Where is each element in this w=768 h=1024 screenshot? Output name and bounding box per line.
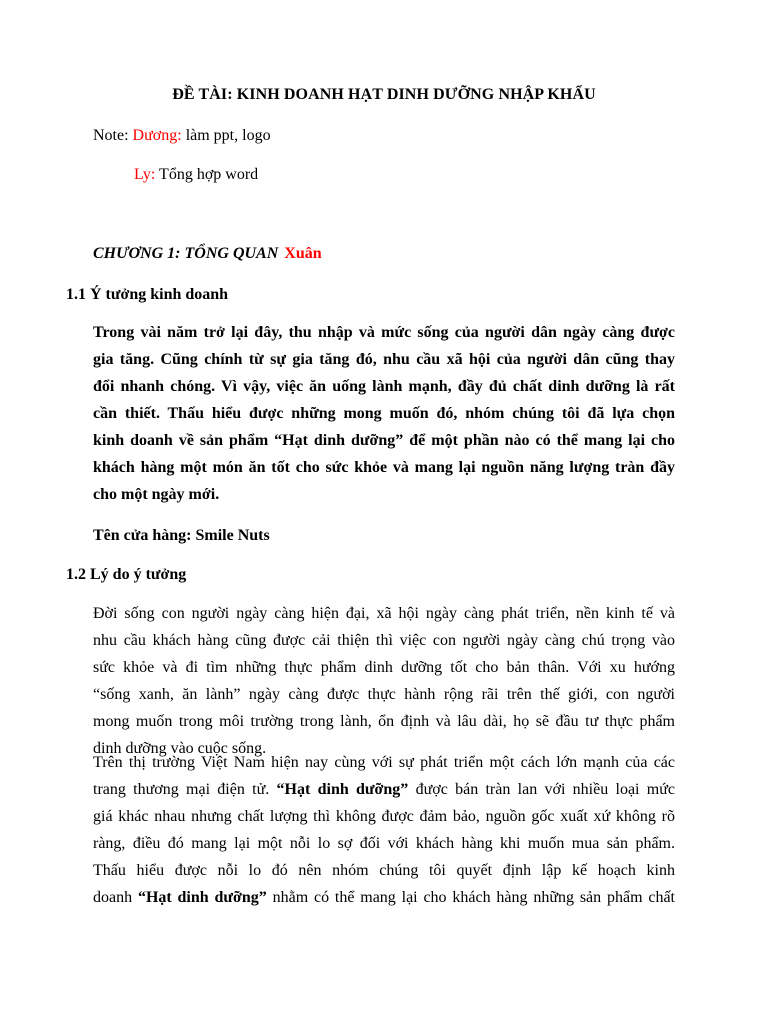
p2-line6-bold: “Hạt dinh dưỡng” bbox=[137, 889, 267, 906]
section-1-1-line: cho một ngày mới. bbox=[93, 486, 220, 503]
p2-line6-text-a: doanh bbox=[93, 889, 138, 906]
section-1-2-line: Đời sống con người ngày càng hiện đại, xã hội ngày càng phát triển, nền kinh tế và bbox=[93, 605, 675, 622]
section-1-1-line: gia tăng. Cũng chính từ sự gia tăng đó, nhu cầu xã hội của người dân cũng thay bbox=[93, 351, 675, 368]
note-line-2 bbox=[134, 166, 258, 184]
section-1-1-line: đổi nhanh chóng. Vì vậy, việc ăn uống lành mạnh, đầy đủ chất dinh dưỡng là rất bbox=[93, 378, 675, 395]
section-1-2-p2-line-6 bbox=[93, 884, 675, 911]
section-1-1-paragraph bbox=[93, 319, 675, 508]
chapter-1-author: Xuân bbox=[284, 245, 322, 262]
section-1-2-p2-line-3: giá khác nhau nhưng chất lượng thì không được đảm bảo, nguồn gốc xuất xứ không rõ bbox=[93, 808, 675, 825]
note-person2-name: Ly: bbox=[134, 166, 156, 183]
section-1-1-line: cần thiết. Thấu hiểu được những mong muốn đó, nhóm chúng tôi đã lựa chọn bbox=[93, 405, 675, 422]
document-title: ĐỀ TÀI: KINH DOANH HẠT DINH DƯỠNG NHẬP KHẨU bbox=[172, 86, 596, 103]
note-person1-task: làm ppt, logo bbox=[181, 127, 271, 144]
section-1-2-line: mong muốn trong môi trường trong lành, ổn định và lâu dài, họ sẽ đầu tư thực phẩm bbox=[93, 713, 675, 730]
chapter-1-heading bbox=[93, 245, 322, 263]
note-person1-name: Dương: bbox=[132, 127, 182, 144]
chapter-1-title: CHƯƠNG 1: TỔNG QUAN bbox=[93, 245, 279, 262]
p2-line2-text-b: được bán tràn lan với nhiều loại mức bbox=[408, 781, 676, 798]
p2-line2-bold: “Hạt dinh dưỡng” bbox=[276, 781, 409, 798]
note-label: Note: bbox=[93, 127, 133, 144]
note-person2-task: Tổng hợp word bbox=[155, 166, 259, 183]
p2-line6-text-b: nhằm có thể mang lại cho khách hàng những sản phẩm chất bbox=[266, 889, 676, 906]
section-1-1-heading: 1.1 Ý tưởng kinh doanh bbox=[66, 286, 229, 303]
section-1-2-line: dinh dưỡng vào cuộc sống. bbox=[93, 740, 267, 757]
section-1-2-p2-line-2 bbox=[93, 776, 675, 803]
section-1-2-p2-line-1: Trên thị trường Việt Nam hiện nay cùng với sự phát triển một cách lớn mạnh của các bbox=[93, 754, 675, 771]
section-1-2-heading: 1.2 Lý do ý tưởng bbox=[66, 566, 187, 583]
shop-name: Tên cửa hàng: Smile Nuts bbox=[93, 527, 270, 544]
section-1-2-p2-line-4: ràng, điều đó mang lại một nỗi lo sợ đối với khách hàng khi muốn mua sản phẩm. bbox=[93, 835, 675, 852]
section-1-1-line: kinh doanh về sản phẩm “Hạt dinh dưỡng” để một phần nào có thể mang lại cho bbox=[93, 432, 675, 449]
section-1-1-line: Trong vài năm trở lại đây, thu nhập và mức sống của người dân ngày càng được bbox=[93, 324, 675, 341]
note-line-1 bbox=[93, 127, 271, 145]
section-1-2-line: sức khỏe và đi tìm những thực phẩm dinh dưỡng tốt cho bản thân. Với xu hướng bbox=[93, 659, 675, 676]
section-1-2-line: nhu cầu khách hàng cũng được cải thiện thì việc con người ngày càng chú trọng vào bbox=[93, 632, 675, 649]
section-1-2-p2-line-5: Thấu hiểu được nỗi lo đó nên nhóm chúng tôi quyết định lập kế hoạch kinh bbox=[93, 862, 675, 879]
section-1-2-paragraph-2 bbox=[93, 749, 675, 911]
section-1-2-line: “sống xanh, ăn lành” ngày càng được thực hành rộng rãi trên thế giới, con người bbox=[93, 686, 675, 703]
p2-line2-text-a: trang thương mại điện tử. bbox=[93, 781, 277, 798]
section-1-2-paragraph-1 bbox=[93, 600, 675, 762]
section-1-1-line: khách hàng một món ăn tốt cho sức khỏe và mang lại nguồn năng lượng tràn đầy bbox=[93, 459, 675, 476]
